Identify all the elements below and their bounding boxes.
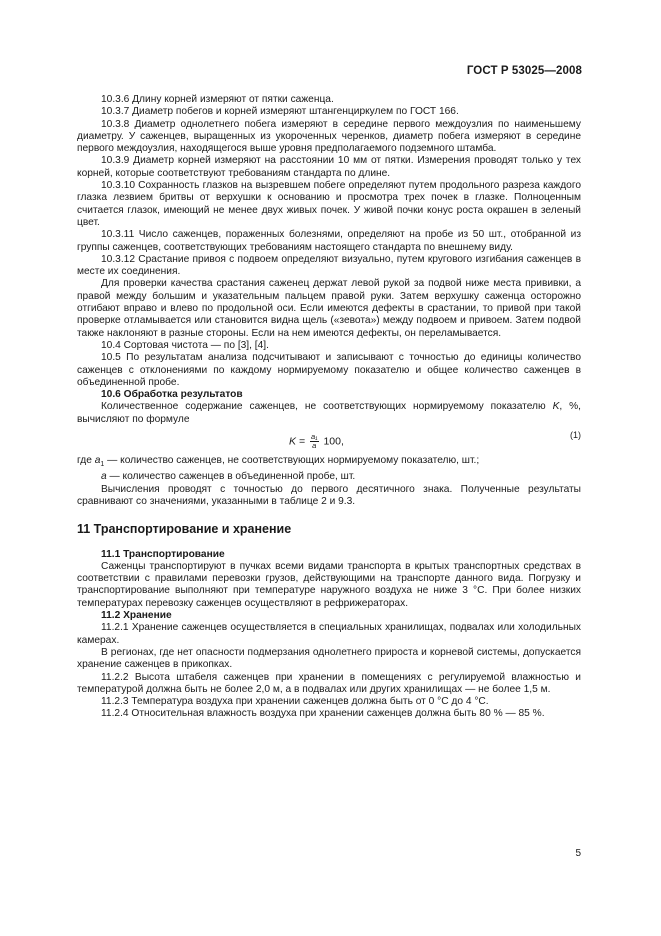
where-def-a1: — количество саженцев, не соответствующих нормируемому показателю, шт.; xyxy=(104,455,480,467)
paragraph-10-4: 10.4 Сортовая чистота — по [3], [4]. xyxy=(101,339,269,351)
where-var-a: a xyxy=(101,471,107,483)
paragraph-10-3-8: 10.3.8 Диаметр однолетнего побега измеряют в середине первого междоузлия по наименьшему диаметру. У саженцев, выращенных из укороченных черенков, диаметр побега измеряют в середине первого междоузлия, находящегося выше уровня предполагаемого подземного штамба. xyxy=(77,118,581,155)
formula-expression xyxy=(289,433,344,450)
paragraph-11-2-1: 11.2.1 Хранение саженцев осуществляется в специальных хранилищах, подвалах или холодильных камерах. xyxy=(77,622,581,646)
formula-numerator: a₁ xyxy=(310,432,318,442)
paragraph-10-3-9: 10.3.9 Диаметр корней измеряют на расстоянии 10 мм от пятки. Измерения проводят только у тех корней, которые соответствуют требованиям стандарта по длине. xyxy=(77,155,581,179)
variable-k: K xyxy=(552,401,560,413)
where-def-a: — количество саженцев в объединенной пробе, шт. xyxy=(106,471,356,483)
paragraph-10-3-11: 10.3.11 Число саженцев, пораженных болезнями, определяют на пробе из 50 шт., отобранной из группы саженцев, соответствующих требованиям настоящего стандарта по внешнему виду. xyxy=(77,229,581,253)
formula-number: (1) xyxy=(570,430,581,441)
formula-fraction xyxy=(310,433,319,450)
paragraph-10-5: 10.5 По результатам анализа подсчитывают и записывают с точностью до единицы количество саженцев с отклонениями по каждому нормируемому показателю и общее количество саженцев в объединенной пробе. xyxy=(77,352,581,388)
section-11-heading: 11 Транспортирование и хранение xyxy=(77,522,292,537)
paragraph-11-1: Саженцы транспортируют в пучках всеми видами транспорта в крытых транспортных средствах в соответствии с правилами перевозки грузов, действующими на транспорте данного вида. Погрузку и транспортирование выполняют при температуре наружного воздуха не ниже 3 °С. При более низких температурах перевозку саженцев осуществляют в рефрижераторах. xyxy=(77,560,581,609)
subheading-10-6: 10.6 Обработка результатов xyxy=(101,389,243,401)
formula-1 xyxy=(77,429,581,453)
paragraph-regions: В регионах, где нет опасности подмерзания однолетнего прироста и корневой системы, допускается хранение саженцев в прикопках. xyxy=(77,646,581,671)
subheading-11-2: 11.2 Хранение xyxy=(101,610,172,622)
subheading-11-1: 11.1 Транспортирование xyxy=(101,548,225,560)
where-var-a1-sub: 1 xyxy=(100,461,105,469)
paragraph-10-6-text: Количественное содержание саженцев, не соответствующих нормируемому показателю xyxy=(101,401,546,413)
paragraph-10-3-6: 10.3.6 Длину корней измеряют от пятки саженца. xyxy=(101,94,334,105)
where-var-a1: a xyxy=(94,455,101,467)
paragraph-10-6-tail: , %, вычисляют по формуле xyxy=(77,401,581,425)
formula-rhs: 100, xyxy=(323,435,344,448)
document-body xyxy=(77,94,581,721)
paragraph-11-2-2: 11.2.2 Высота штабеля саженцев при хранении в помещениях с регулируемой влажностью и температурой должна быть не более 2,0 м, а в подвалах или других хранилищах — не более 1,5 м. xyxy=(77,671,581,695)
page-number: 5 xyxy=(575,848,581,859)
formula-denominator: a xyxy=(312,441,317,451)
paragraph-10-3-12: 10.3.12 Срастание привоя с подвоем определяют визуально, путем кругового изгибания саженцев в месте их соединения. xyxy=(77,253,581,278)
where-line-2 xyxy=(77,471,581,483)
paragraph-calculation: Вычисления проводят с точностью до первого десятичного знака. Полученные результаты сравнивают со значениями, указанными в таблице 2 и 9.3. xyxy=(77,483,581,507)
paragraph-11-2-3: 11.2.3 Температура воздуха при хранении саженцев должна быть от 0 °С до 4 °С. xyxy=(101,696,489,708)
where-prefix: где xyxy=(77,455,95,467)
paragraph-10-6 xyxy=(77,401,581,426)
paragraph-11-2-4: 11.2.4 Относительная влажность воздуха при хранении саженцев должна быть 80 % — 85 %. xyxy=(101,708,545,720)
paragraph-grafting-check: Для проверки качества срастания саженец держат левой рукой за подвой ниже места прививки, а правой между большим и указательным пальцем правой руки. Затем верхушку саженца осторожно отгибают вправо и влево по продольной оси. Если имеются дефекты в срастании, то привой при такой проверке отламывается или становится видна щель («зевота») между подвоем и привоем. Затем подвой также наклоняют в разные стороны. Если на нем имеются дефекты, он переламывается. xyxy=(77,278,581,339)
where-line-1 xyxy=(77,455,581,471)
document-header: ГОСТ Р 53025—2008 xyxy=(466,65,582,77)
paragraph-10-3-10: 10.3.10 Сохранность глазков на вызревшем побеге определяют путем продольного разреза каждого глазка лезвием бритвы от верхушки к основанию и просмотра трех почек в глазке. Полноценным считается глазок, имеющий не менее двух живых почек. У живой почки конус роста окрашен в зеленый цвет. xyxy=(77,180,581,228)
paragraph-10-3-7: 10.3.7 Диаметр побегов и корней измеряют штангенциркулем по ГОСТ 166. xyxy=(101,106,459,118)
formula-lhs: K = xyxy=(289,435,306,448)
